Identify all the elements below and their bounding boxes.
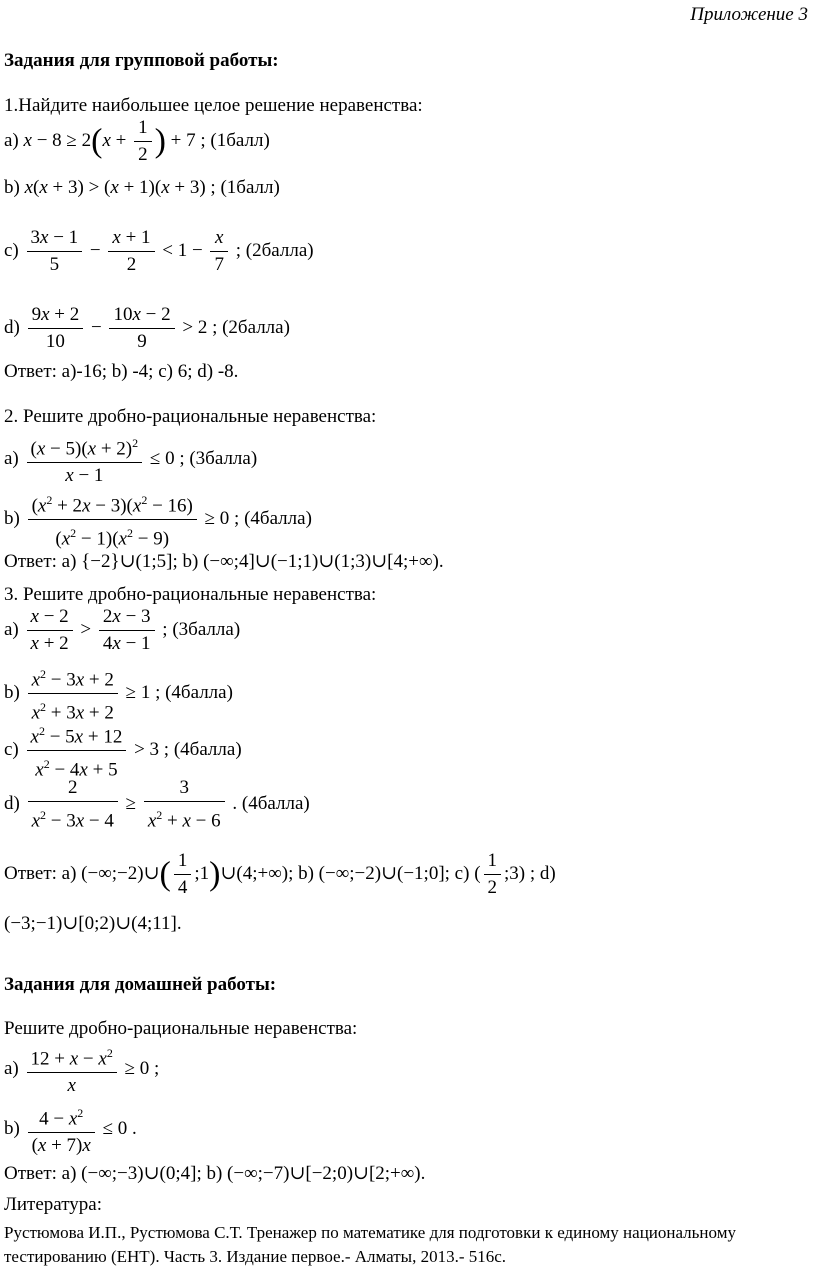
- home-answer-b: (−∞;−7)∪[−2;0)∪[2;+∞).: [227, 1163, 426, 1184]
- home-a: a) $\frac{12 + x - x^2}{x}$ ≥ 0 ;: [4, 1040, 159, 1099]
- home-b-tail: .: [132, 1118, 137, 1140]
- s2-answer-a: {−2}∪(1;5]: [81, 551, 173, 572]
- s3-d: d) $\frac{2}{x^2 - 3x - 4}$ ≥ $\frac{3}{x^2 + x - 6}$ . (4балла): [4, 777, 310, 832]
- s3-d-label: d): [4, 793, 20, 815]
- s1-c: c) $\frac{3x - 1}{5}$ − $\frac{x + 1}{2}$ < 1 − $\frac{x}{7}$ ; (2балла): [4, 227, 314, 275]
- s3-b: b) $\frac{x^2 - 3x + 2}{x^2 + 3x + 2}$ ≥ 1 ; (4балла): [4, 661, 233, 727]
- home-heading: Решите дробно-рациональные неравенства:: [4, 1018, 358, 1039]
- s2-b-label: b): [4, 508, 20, 530]
- home-answer-b-label: ; b): [196, 1163, 223, 1184]
- home-a-tail: ;: [154, 1058, 160, 1080]
- home-b-label: b): [4, 1118, 20, 1140]
- s3-b-label: b): [4, 682, 20, 704]
- s2-b: b) $\frac{(x^2 + 2x - 3)(x^2 - 16)}{(x^2 - 1)(x^2 - 9)}$ ≥ 0 ; (4балла): [4, 487, 312, 553]
- fraction: $\frac{1}{2}$: [134, 115, 152, 168]
- home-answer-label: Ответ: а): [4, 1163, 77, 1184]
- s1-d-label: d): [4, 316, 20, 338]
- s2-answer-b: (−∞;4]∪(−1;1)∪(1;3)∪[4;+∞).: [203, 551, 444, 572]
- s3-c-label: c): [4, 739, 19, 761]
- s2-answer: [4, 551, 444, 573]
- s1-d: d) $\frac{9x + 2}{10}$ − $\frac{10x - 2}{9}$ > 2 ; (2балла): [4, 304, 290, 352]
- s3-d-pts: . (4балла): [232, 793, 310, 815]
- appendix-label: Приложение 3: [690, 4, 808, 25]
- s1-a-pts: ; (1балл): [200, 129, 270, 151]
- literature-title: Литература:: [4, 1194, 102, 1215]
- s1-b: b) x(x + 3) > (x + 1)(x + 3) ; (1балл): [4, 177, 280, 198]
- s2-a: a) $\frac{(x - 5)(x + 2)^2}{x - 1}$ ≤ 0 ; (3балла): [4, 430, 257, 489]
- s3-answer: Ответ: а) (−∞;−2)∪( $\frac{1}{4}$ ;1)∪(4;+∞); b) (−∞;−2)∪(−1;0]; c) ( $\frac{1}{2}$ ;3) ; d): [4, 850, 556, 898]
- s3-heading: 3. Решите дробно-рациональные неравенства:: [4, 584, 377, 605]
- s3-c-pts: ; (4балла): [163, 739, 242, 761]
- s1-b-pts: ; (1балл): [210, 177, 280, 198]
- s3-a: a) $\frac{x - 2}{x + 2}$ > $\frac{2x - 3}{4x - 1}$ ; (3балла): [4, 606, 241, 654]
- group-work-title: Задания для групповой работы:: [4, 50, 279, 71]
- s1-heading: 1.Найдите наибольшее целое решение неравенства:: [4, 95, 423, 116]
- s2-b-pts: ; (4балла): [234, 508, 312, 530]
- s2-a-pts: ; (3балла): [179, 448, 258, 470]
- s1-c-label: c): [4, 239, 19, 261]
- home-answer: [4, 1163, 425, 1185]
- s1-c-pts: ; (2балла): [235, 239, 314, 261]
- home-a-label: a): [4, 1058, 19, 1080]
- s1-a: a) x − 8 ≥ 2(x + $\frac{1}{2}$ ) + 7 ; (1балл): [4, 115, 270, 168]
- s3-a-pts: ; (3балла): [162, 618, 241, 640]
- s2-heading: 2. Решите дробно-рациональные неравенства:: [4, 406, 377, 427]
- s3-c: c) $\frac{x^2 - 5x + 12}{x^2 - 4x + 5}$ > 3 ; (4балла): [4, 718, 242, 784]
- s3-answer-label: Ответ: а): [4, 862, 77, 884]
- s1-d-pts: ; (2балла): [212, 316, 290, 338]
- s2-answer-b-label: ; b): [172, 551, 199, 572]
- home-b: b) $\frac{4 - x^2}{(x + 7)x}$ ≤ 0 .: [4, 1100, 137, 1159]
- s3-a-label: a): [4, 618, 19, 640]
- literature-line2: тестированию (ЕНТ). Часть 3. Издание первое.- Алматы, 2013.- 516с.: [4, 1247, 507, 1266]
- s1-answer: Ответ: а)-16; b) -4; c) 6; d) -8.: [4, 361, 239, 382]
- s1-b-label: b): [4, 177, 20, 198]
- s3-answer-line2: (−3;−1)∪[0;2)∪(4;11].: [4, 913, 182, 934]
- s3-b-pts: ; (4балла): [155, 682, 233, 704]
- home-answer-a: (−∞;−3)∪(0;4]: [81, 1163, 197, 1184]
- literature-line1: Рустюмова И.П., Рустюмова С.Т. Тренажер по математике для подготовки к единому национальному: [4, 1223, 736, 1242]
- s2-a-label: a): [4, 448, 19, 470]
- home-work-title: Задания для домашней работы:: [4, 974, 277, 995]
- s1-a-label: a): [4, 129, 19, 151]
- s2-answer-label: Ответ: а): [4, 551, 77, 572]
